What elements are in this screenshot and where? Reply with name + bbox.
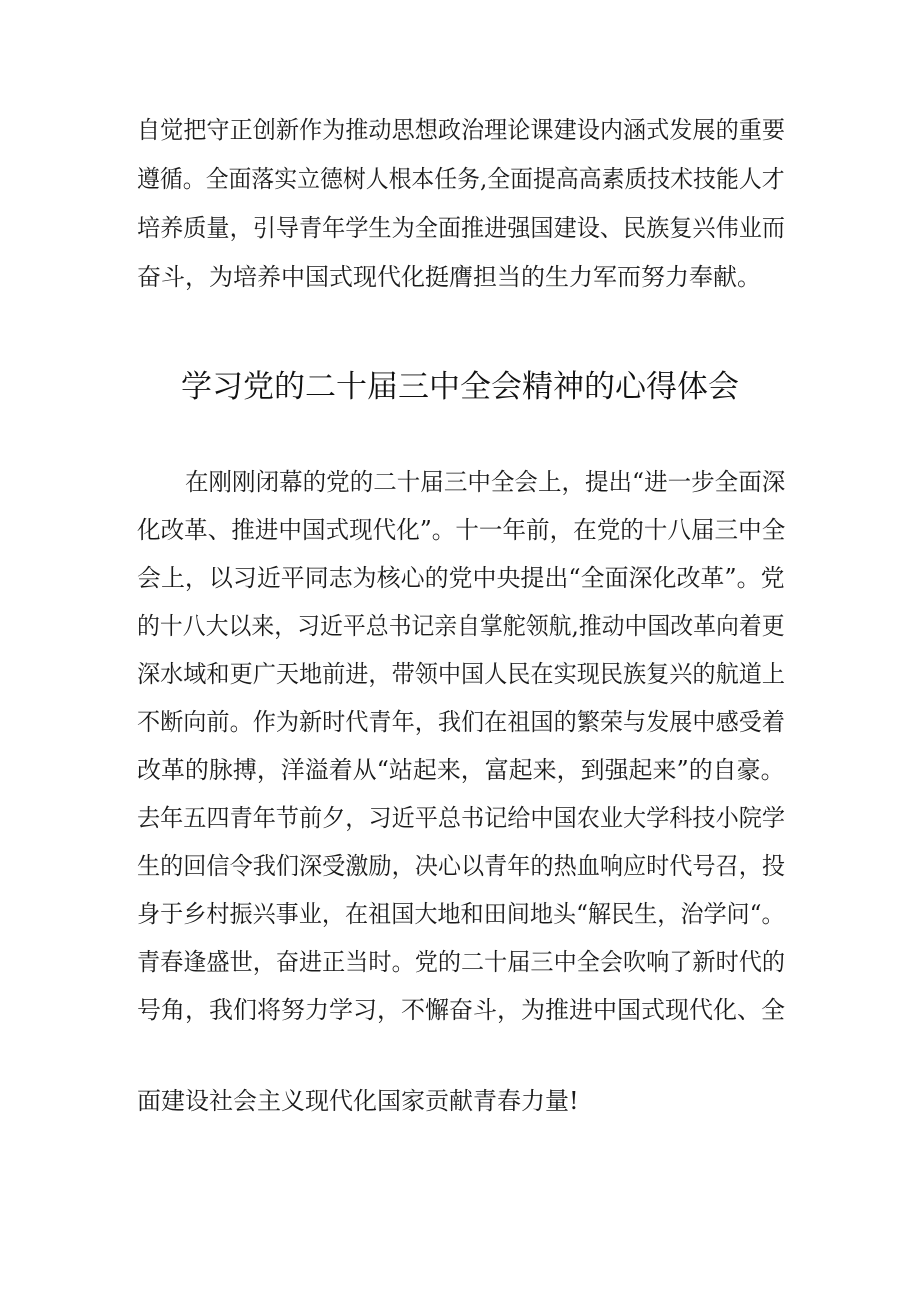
body-line: 深水域和更广天地前进，带领中国人民在实现民族复兴的航道上 xyxy=(137,660,786,688)
body-line: 生的回信令我们深受激励，决心以青年的热血响应时代号召，投 xyxy=(137,852,786,880)
body-line: 去年五四青年节前夕，习近平总书记给中国农业大学科技小院学 xyxy=(137,804,786,832)
body-line: 改革的脉搏，洋溢着从“站起来，富起来，到强起来”的自豪。 xyxy=(137,756,785,784)
body-line: 化改革、推进中国式现代化”。十一年前，在党的十八届三中全 xyxy=(137,516,786,544)
intro-line: 培养质量，引导青年学生为全面推进强国建设、民族复兴伟业而 xyxy=(137,214,786,242)
body-line: 会上，以习近平同志为核心的党中央提出“全面深化改革”。党 xyxy=(137,564,785,592)
body-line: 的十八大以来，习近平总书记亲自掌舵领航,推动中国改革向着更 xyxy=(137,612,785,640)
intro-line: 自觉把守正创新作为推动思想政治理论课建设内涵式发展的重要 xyxy=(137,116,786,144)
body-line: 号角，我们将努力学习，不懈奋斗，为推进中国式现代化、全 xyxy=(137,996,785,1024)
body-line: 在刚刚闭幕的党的二十届三中全会上，提出“进一步全面深 xyxy=(185,468,786,496)
page-title: 学习党的二十届三中全会精神的心得体会 xyxy=(181,369,739,405)
closing-line: 面建设社会主义现代化国家贡献青春力量! xyxy=(137,1087,579,1115)
body-line: 不断向前。作为新时代青年，我们在祖国的繁荣与发展中感受着 xyxy=(137,708,786,736)
body-line: 青春逢盛世，奋进正当时。党的二十届三中全会吹响了新时代的 xyxy=(137,948,786,976)
body-line: 身于乡村振兴事业，在祖国大地和田间地头“解民生，治学问“。 xyxy=(137,900,785,928)
intro-line: 奋斗，为培养中国式现代化挺膺担当的生力军而努力奉献。 xyxy=(137,263,761,291)
intro-line: 遵循。全面落实立德树人根本任务,全面提高高素质技术技能人才 xyxy=(137,165,785,193)
